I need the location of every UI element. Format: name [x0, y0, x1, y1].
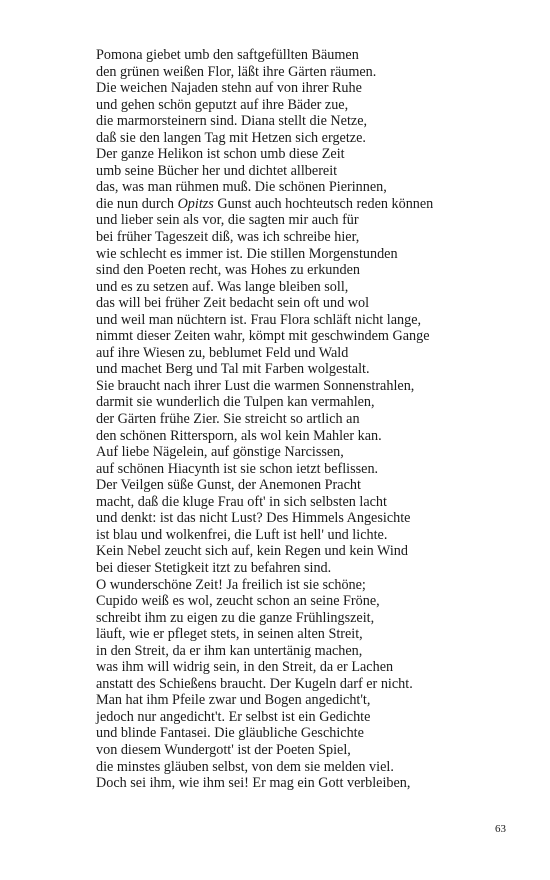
- poem-line: und gehen schön geputzt auf ihre Bäder zue,: [96, 96, 349, 113]
- poem-line-emphasis: Opitzs: [177, 195, 214, 212]
- poem-line: die marmorsteinern sind. Diana stellt die Netze,: [96, 113, 368, 130]
- poem-line: was ihm will widrig sein, in den Streit, da er Lachen: [96, 659, 394, 676]
- poem-line: der Gärten frühe Zier. Sie streicht so artlich an: [96, 411, 360, 428]
- poem-line: und machet Berg und Tal mit Farben wolgestalt.: [96, 361, 370, 378]
- poem-line: läuft, wie er pfleget stets, in seinen alten Streit,: [96, 626, 363, 643]
- poem-line: das will bei früher Zeit bedacht sein oft und wol: [96, 295, 370, 312]
- poem-line: wie schlecht es immer ist. Die stillen Morgenstunden: [96, 245, 398, 262]
- poem-text: [96, 47, 516, 792]
- poem-line: auf schönen Hiacynth ist sie schon ietzt beflissen.: [96, 460, 379, 477]
- poem-line: und blinde Fantasei. Die gläubliche Geschichte: [96, 725, 364, 742]
- poem-line: den grünen weißen Flor, läßt ihre Gärten räumen.: [96, 63, 377, 80]
- poem-line: und denkt: ist das nicht Lust? Des Himmels Angesichte: [96, 510, 411, 527]
- poem-line-segment: Gunst auch hochteutsch reden können: [213, 195, 434, 212]
- poem-line: schreibt ihm zu eigen zu die ganze Frühlingszeit,: [96, 609, 375, 626]
- poem-line: Kein Nebel zeucht sich auf, kein Regen und kein Wind: [96, 543, 408, 560]
- poem-line: Pomona giebet umb den saftgefüllten Bäumen: [96, 47, 359, 63]
- poem-line: Man hat ihm Pfeile zwar und Bogen angedicht't,: [96, 692, 371, 709]
- poem-line: Auf liebe Nägelein, auf gönstige Narcissen,: [96, 444, 344, 461]
- poem-line: darmit sie wunderlich die Tulpen kan vermahlen,: [96, 394, 375, 411]
- poem-line: Der Veilgen süße Gunst, der Anemonen Pracht: [96, 477, 361, 494]
- poem-line: macht, daß die kluge Frau oft' in sich selbsten lacht: [96, 493, 387, 510]
- poem-line: Sie braucht nach ihrer Lust die warmen Sonnenstrahlen,: [96, 377, 415, 394]
- poem-line: bei dieser Stetigkeit itzt zu befahren sind.: [96, 559, 332, 576]
- poem-line: O wunderschöne Zeit! Ja freilich ist sie schöne;: [96, 576, 366, 593]
- poem-line: bei früher Tageszeit diß, was ich schreibe hier,: [96, 229, 360, 246]
- poem-line: umb seine Bücher her und dichtet allbereit: [96, 162, 338, 179]
- poem-line: ist blau und wolkenfrei, die Luft ist hell' und lichte.: [96, 526, 388, 543]
- poem-line: anstatt des Schießens braucht. Der Kugeln darf er nicht.: [96, 675, 413, 692]
- poem-line: auf ihre Wiesen zu, beblumet Feld und Wald: [96, 344, 349, 361]
- poem-line: von diesem Wundergott' ist der Poeten Spiel,: [96, 741, 351, 758]
- poem-line: jedoch nur angedicht't. Er selbst ist ein Gedichte: [96, 708, 371, 725]
- poem-line: und es zu setzen auf. Was lange bleiben soll,: [96, 278, 349, 295]
- poem-line: und weil man nüchtern ist. Frau Flora schläft nicht lange,: [96, 311, 422, 328]
- poem-line: Cupido weiß es wol, zeucht schon an seine Fröne,: [96, 593, 380, 610]
- poem-line: und lieber sein als vor, die sagten mir auch für: [96, 212, 359, 229]
- poem-line: in den Streit, da er ihm kan untertänig machen,: [96, 642, 363, 659]
- page-number: 63: [495, 823, 506, 835]
- poem-line: nimmt dieser Zeiten wahr, kömpt mit geschwindem Gange: [96, 328, 430, 345]
- poem-line: die minstes gläuben selbst, von dem sie melden viel.: [96, 758, 394, 775]
- poem-line-segment: die nun durch: [96, 195, 178, 212]
- poem-line: daß sie den langen Tag mit Hetzen sich ergetze.: [96, 129, 366, 146]
- poem-line: sind den Poeten recht, was Hohes zu erkunden: [96, 262, 360, 279]
- poem-line: Doch sei ihm, wie ihm sei! Er mag ein Gott verbleiben,: [96, 775, 411, 792]
- poem-line: den schönen Rittersporn, als wol kein Mahler kan.: [96, 427, 382, 444]
- poem-line: [96, 196, 516, 213]
- poem-line: das, was man rühmen muß. Die schönen Pierinnen,: [96, 179, 387, 196]
- poem-line: Der ganze Helikon ist schon umb diese Zeit: [96, 146, 345, 163]
- poem-line: Die weichen Najaden stehn auf von ihrer Ruhe: [96, 80, 362, 97]
